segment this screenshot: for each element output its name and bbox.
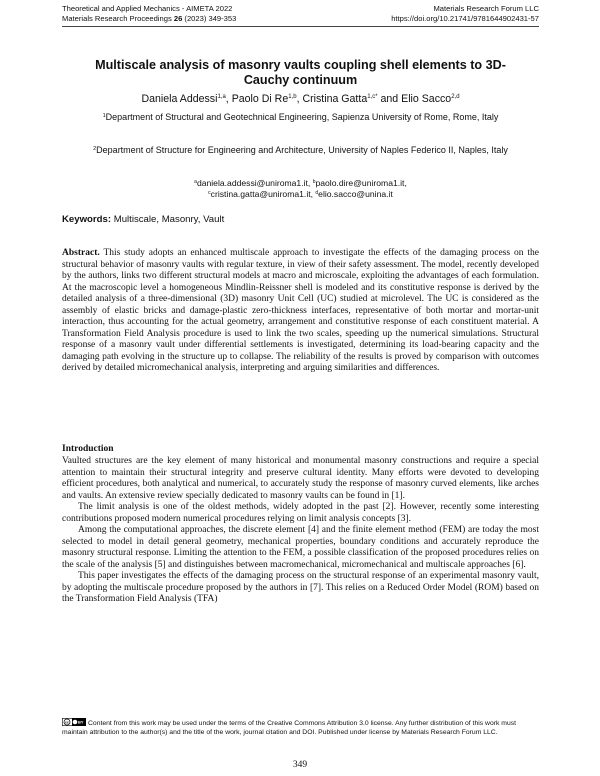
introduction-body [62, 456, 539, 606]
abstract-label: Abstract. [62, 248, 100, 258]
paper-title: Multiscale analysis of masonry vaults coupling shell elements to 3D- Cauchy continuum [95, 58, 506, 87]
email-address[interactable]: cristina.gatta@uniroma1.it, [210, 189, 316, 199]
paragraph: Among the computational approaches, the discrete element [4] and the finite element method (FEM) are today the most selected to model in detail general geometry, mechanical properties, boundary conditions and accurately reproduce the masonry structural response. Limiting the attention to the FEM, a possible classification of the proposed procedures relies on the scale of the analysis [5] and distinguishes between macromechanical, micromechanical and multiscale approaches [6]. [62, 525, 539, 570]
publisher-name: Materials Research Forum LLC [433, 4, 539, 13]
page-number: 349 [292, 760, 308, 770]
proceedings-citation: Materials Research Proceedings 26 (2023) 349-353 [62, 14, 237, 23]
doi-link[interactable]: https://doi.org/10.21741/9781644902431-57 [391, 14, 539, 23]
paragraph: Vaulted structures are the key element of many historical and monumental masonry constructions and require a special attention to maintain their structural integrity and preserve cultural identity. Many efforts were devoted to developing efficient procedures, both analytical and numerical, to accurately study the response of masonry curved elements, like arches and vaults. An extensive review specially dedicated to masonry vaults can be found in [1]. [62, 456, 539, 501]
license-text: Content from this work may be used under the terms of the Creative Commons Attribution 3.0 license. Any further distribution of this work must maintain attribution to the author(s) and the title of the work, journal citation and DOI. Published under license by Materials Research Forum LLC. [62, 720, 517, 736]
section-heading: Introduction [62, 444, 114, 454]
svg-text:cc: cc [65, 720, 69, 725]
volume-number: 26 [173, 14, 183, 23]
author-list [62, 93, 539, 106]
author-emails: $^a$daniela.addessi@uniroma1.it, $^b$paolo.dire@uniroma1.it, $^c$cristina.gatta@uniroma1.it, $^d$elio.sacco@unina.it [194, 178, 407, 199]
email-address[interactable]: elio.sacco@unina.it [318, 189, 393, 199]
paragraph: The limit analysis is one of the oldest methods, widely adopted in the past [2]. However, recently some interesting contributions proposed modern numerical procedures relying on limit analysis concepts [3]. [62, 502, 539, 524]
email-address[interactable]: paolo.dire@uniroma1.it, [315, 178, 407, 188]
abstract-text: This study adopts an enhanced multiscale approach to investigate the effects of the damaging process on the structural behavior of masonry vaults with regular texture, in view of their safety assessment. The model, recently developed by the authors, links two different structural models at macro and microscale, exploiting the advantages of each formulation. At the macroscopic level a homogeneous Mindlin-Reissner shell is modeled and its constitutive response is derived by the detailed analysis of a three-dimensional (3D) masonry Unit Cell (UC) studied at microlevel. The UC is considered as the assembly of elastic bricks and damage-plastic zero-thickness interfaces, representative of both mortar and mortar-unit interaction, thus accounting for the actual geometry, arrangement and constitutive response of each constituent material. A Transformation Field Analysis procedure is used to link the two scales, speeding up the numerical simulations. Structural response of a masonry vault under differential settlements is investigated, determining its load-bearing capacity and the damaging path evolving in the structure up to collapse. The reliability of the results is proved by comparison with outcomes derived by detailed micromechanical analysis, interpreting and arguing similarities and differences. [62, 248, 539, 373]
running-header-bottom [62, 14, 539, 24]
author: Paolo Di Re$^{1,b}$, [231, 93, 303, 105]
creative-commons-by-icon[interactable] [62, 718, 86, 726]
keywords-label: Keywords: [62, 214, 112, 225]
keywords-text: Multiscale, Masonry, Vault [111, 214, 225, 225]
header-divider [62, 26, 539, 27]
abstract [62, 248, 539, 375]
paragraph: This paper investigates the effects of the damaging process on the structural response of an experimental masonry vault, by adopting the multiscale procedure proposed by the authors in [7]. This relies on a Reduced Order Model (ROM) based on the Transformation Field Analysis (TFA) [62, 571, 539, 604]
author: Daniela Addessi$^{1,a}$, [141, 93, 232, 105]
author: Cristina Gatta$^{1,c*}$ and [302, 93, 402, 105]
email-address[interactable]: daniela.addessi@uniroma1.it, [196, 178, 313, 188]
license-notice [62, 718, 539, 737]
running-header-top [62, 4, 539, 14]
author: Elio Sacco$^{2,d}$ [401, 93, 460, 105]
keywords [62, 214, 539, 226]
svg-text:BY: BY [78, 719, 84, 725]
affiliation-1: $^1$Department of Structural and Geotechnical Engineering, Sapienza University of Rome, Rome, Italy [102, 112, 499, 122]
conference-name: Theoretical and Applied Mechanics - AIMETA 2022 [62, 4, 233, 13]
affiliation-2: $^2$Department of Structure for Engineering and Architecture, University of Naples Federico II, Naples, Italy [93, 145, 508, 155]
